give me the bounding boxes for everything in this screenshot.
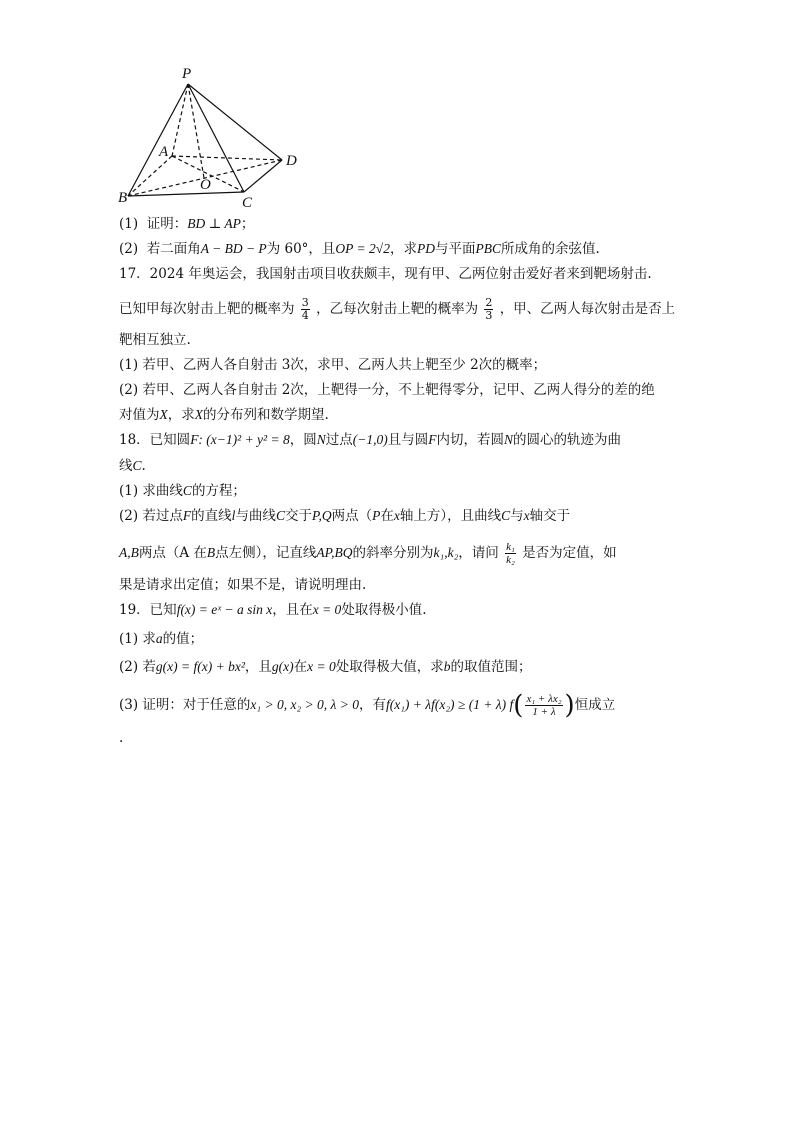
p18-question-2-line-2: A,B两点（A 在B点左侧），记直线AP,BQ的斜率分别为k₁,k₂，请问 $\frac{\text{k₁}}{\text{k₂}}$ 是否为定值，如 <box>119 541 617 566</box>
label-p: P <box>182 66 192 82</box>
p18-question-2-line-1: (2) 若过点F的直线l与曲线C交于P,Q两点（P在x轴上方），且曲线C与x轴交于 <box>119 508 571 524</box>
label-a: A <box>159 144 169 160</box>
segment-po-hidden <box>188 84 204 178</box>
p19-question-3-end: . <box>119 730 124 746</box>
edge-pd <box>188 84 282 160</box>
edge-pb <box>128 84 188 196</box>
p18-question-1: (1) 求曲线C的方程； <box>119 483 246 499</box>
pyramid-figure <box>116 64 316 212</box>
fraction-three-quarters: $\frac{3}{4}$ <box>301 296 309 322</box>
p18-intro-line-2: 线C. <box>119 458 146 474</box>
fraction-two-thirds: $\frac{2}{3}$ <box>485 296 493 322</box>
p19-question-3: (3) 证明：对于任意的x₁ > 0, x₂ > 0, λ > 0，有f(x₁) + λf(x₂) ≥ (1 + λ) f( $\frac{\text{x₁ + λx₂}}{1 + \lambda}$ )恒成立 <box>119 690 616 721</box>
edge-ab-hidden <box>128 156 172 196</box>
p18-intro-line-1: 18．已知圆F: (x−1)² + y² = 8，圆N过点(−1,0)且与圆F内切，若圆N的圆心的轨迹为曲 <box>119 432 621 448</box>
p18-question-2-line-3: 果是请求出定值；如果不是，请说明理由. <box>119 577 367 593</box>
edge-bc <box>128 192 244 196</box>
p17-question-2-line-2: 对值为X，求X的分布列和数学期望. <box>119 407 329 423</box>
p17-intro-line-3: 靶相互独立. <box>119 332 191 348</box>
label-d: D <box>286 153 297 169</box>
fraction-weighted-mean: $\frac{\text{x₁ + λx₂}}{1 + \lambda}$ <box>526 693 562 718</box>
p17-intro-line-1: 17．2024 年奥运会，我国射击项目收获颇丰，现有甲、乙两位射击爱好者来到靶场射击. <box>119 266 652 282</box>
p17-question-2-line-1: (2) 若甲、乙两人各自射击 2次，上靶得一分，不上靶得零分，记甲、乙两人得分的差的绝 <box>119 382 655 398</box>
p19-intro: 19．已知f(x) = eˣ − a sin x，且在x = 0处取得极小值. <box>119 602 427 618</box>
p16-question-2: (2) 若二面角A − BD − P为 60°，且OP = 2√2，求PD与平面PBC所成角的余弦值. <box>119 241 600 257</box>
p17-question-1: (1) 若甲、乙两人各自射击 3次，求甲、乙两人共上靶至少 2次的概率； <box>119 357 547 373</box>
p16-question-1: (1) 证明：BD ⊥ AP； <box>119 216 255 232</box>
p17-intro-line-2: 已知甲每次射击上靶的概率为 $\frac{3}{4}$ ，乙每次射击上靶的概率为 $\frac{2}{3}$ ，甲、乙两人每次射击是否上 <box>119 296 676 322</box>
edge-cd <box>244 160 282 192</box>
label-o: O <box>200 177 211 193</box>
edge-pc <box>188 84 244 192</box>
fraction-k1-over-k2: $\frac{\text{k₁}}{\text{k₂}}$ <box>506 541 515 566</box>
p19-question-1: (1) 求a的值； <box>119 631 204 647</box>
label-b: B <box>118 190 128 206</box>
edge-pa-hidden <box>172 84 188 156</box>
p19-question-2: (2) 若g(x) = f(x) + bx²，且g(x)在x = 0处取得极大值，求b的取值范围； <box>119 659 532 675</box>
label-c: C <box>242 195 253 211</box>
